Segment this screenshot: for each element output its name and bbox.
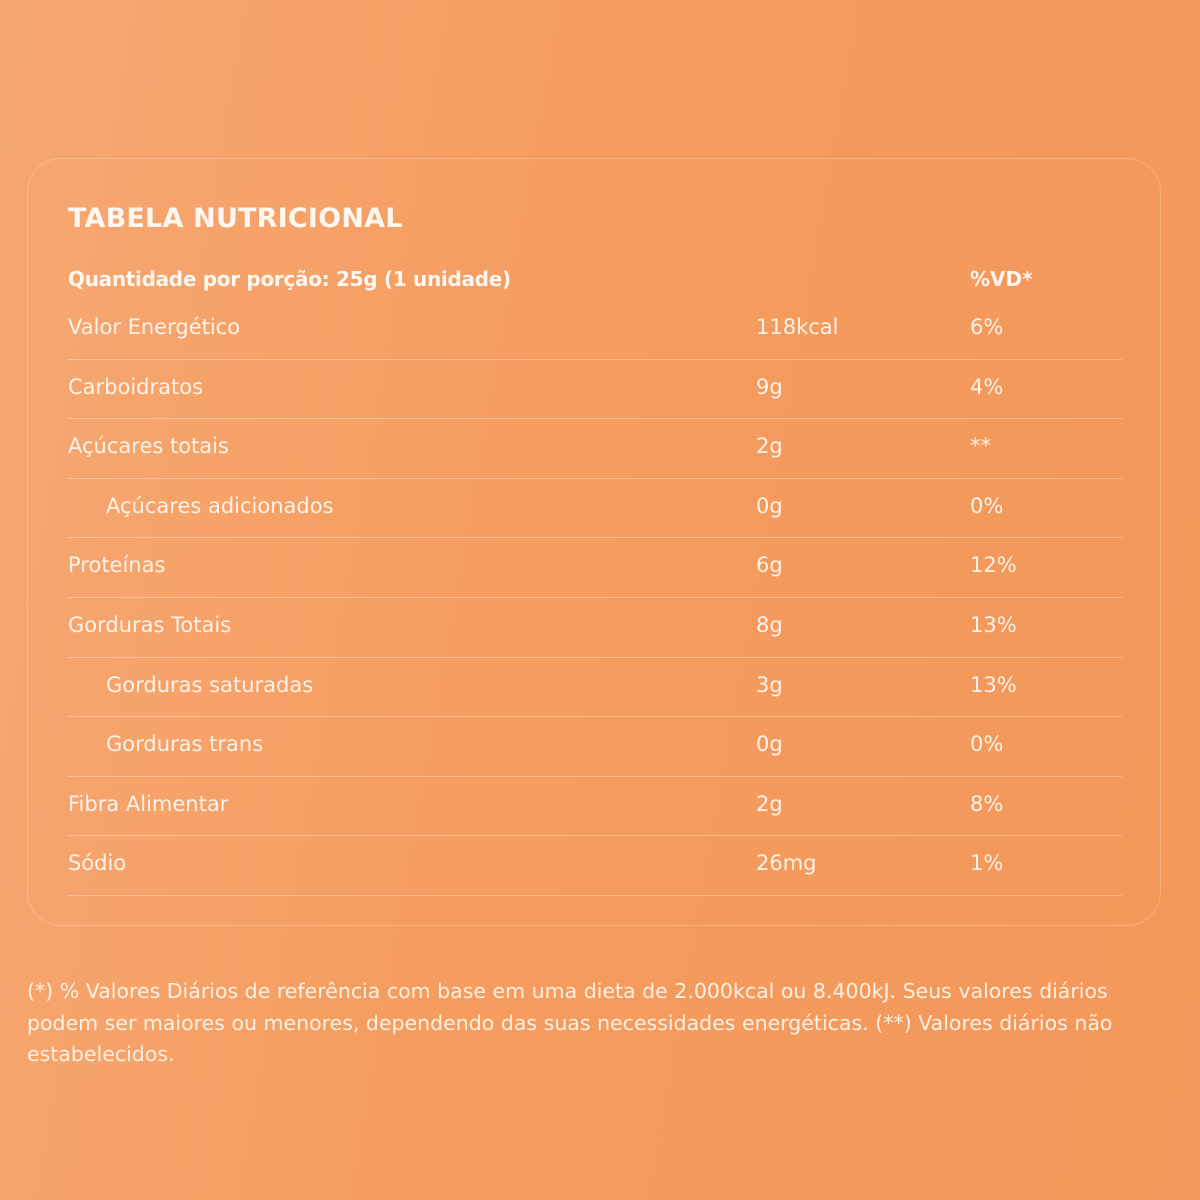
- nutrient-daily-value: 4%: [970, 374, 1004, 399]
- nutrient-quantity: 9g: [756, 374, 783, 399]
- nutrient-quantity: 26mg: [756, 851, 817, 876]
- nutrient-quantity: 0g: [756, 493, 783, 518]
- nutrient-quantity: 2g: [756, 434, 783, 459]
- nutrient-name: Proteínas: [68, 553, 166, 578]
- nutrient-name: Carboidratos: [68, 374, 204, 399]
- table-header-row: [68, 267, 1122, 299]
- nutrient-quantity: 0g: [756, 732, 783, 757]
- nutrient-name: Fibra Alimentar: [68, 791, 229, 816]
- nutrient-daily-value: 13%: [970, 672, 1017, 697]
- nutrient-name: Açúcares totais: [68, 434, 229, 459]
- nutrient-quantity: 8g: [756, 612, 783, 637]
- vd-column-header: %VD*: [970, 267, 1033, 291]
- nutrient-quantity: 2g: [756, 791, 783, 816]
- table-row-sub: [68, 717, 1122, 777]
- nutrition-table-card: [27, 158, 1161, 926]
- nutrient-name: Gorduras trans: [106, 732, 264, 757]
- table-title: TABELA NUTRICIONAL: [68, 203, 403, 234]
- nutrient-name: Gorduras Totais: [68, 612, 232, 637]
- table-row-sub: [68, 658, 1122, 718]
- nutrient-name: Sódio: [68, 851, 127, 876]
- nutrient-name: Gorduras saturadas: [106, 672, 314, 697]
- nutrient-daily-value: 8%: [970, 791, 1004, 816]
- nutrient-daily-value: 0%: [970, 732, 1004, 757]
- nutrient-quantity: 3g: [756, 672, 783, 697]
- nutrient-daily-value: 13%: [970, 612, 1017, 637]
- nutrient-daily-value: 12%: [970, 553, 1017, 578]
- nutrient-daily-value: **: [970, 434, 991, 459]
- table-row: [68, 836, 1122, 896]
- table-row-sub: [68, 479, 1122, 539]
- nutrient-name: Açúcares adicionados: [106, 493, 334, 518]
- nutrient-daily-value: 6%: [970, 315, 1004, 339]
- table-row: [68, 360, 1122, 420]
- serving-size-label: Quantidade por porção: 25g (1 unidade): [68, 267, 511, 291]
- table-row: [68, 419, 1122, 479]
- table-row: [68, 598, 1122, 658]
- nutrient-rows: [68, 300, 1122, 896]
- table-row: [68, 538, 1122, 598]
- table-row: [68, 300, 1122, 360]
- nutrient-daily-value: 0%: [970, 493, 1004, 518]
- nutrient-name: Valor Energético: [68, 315, 241, 339]
- nutrient-quantity: 6g: [756, 553, 783, 578]
- daily-value-footnote: (*) % Valores Diários de referência com base em uma dieta de 2.000kcal ou 8.400kJ. Seus valores diários podem ser maiores ou menores, dependendo das suas necessidades energéticas. (**) Valores diários não estabelecidos.: [27, 979, 1113, 1066]
- nutrient-daily-value: 1%: [970, 851, 1004, 876]
- table-row: [68, 777, 1122, 837]
- nutrient-quantity: 118kcal: [756, 315, 839, 339]
